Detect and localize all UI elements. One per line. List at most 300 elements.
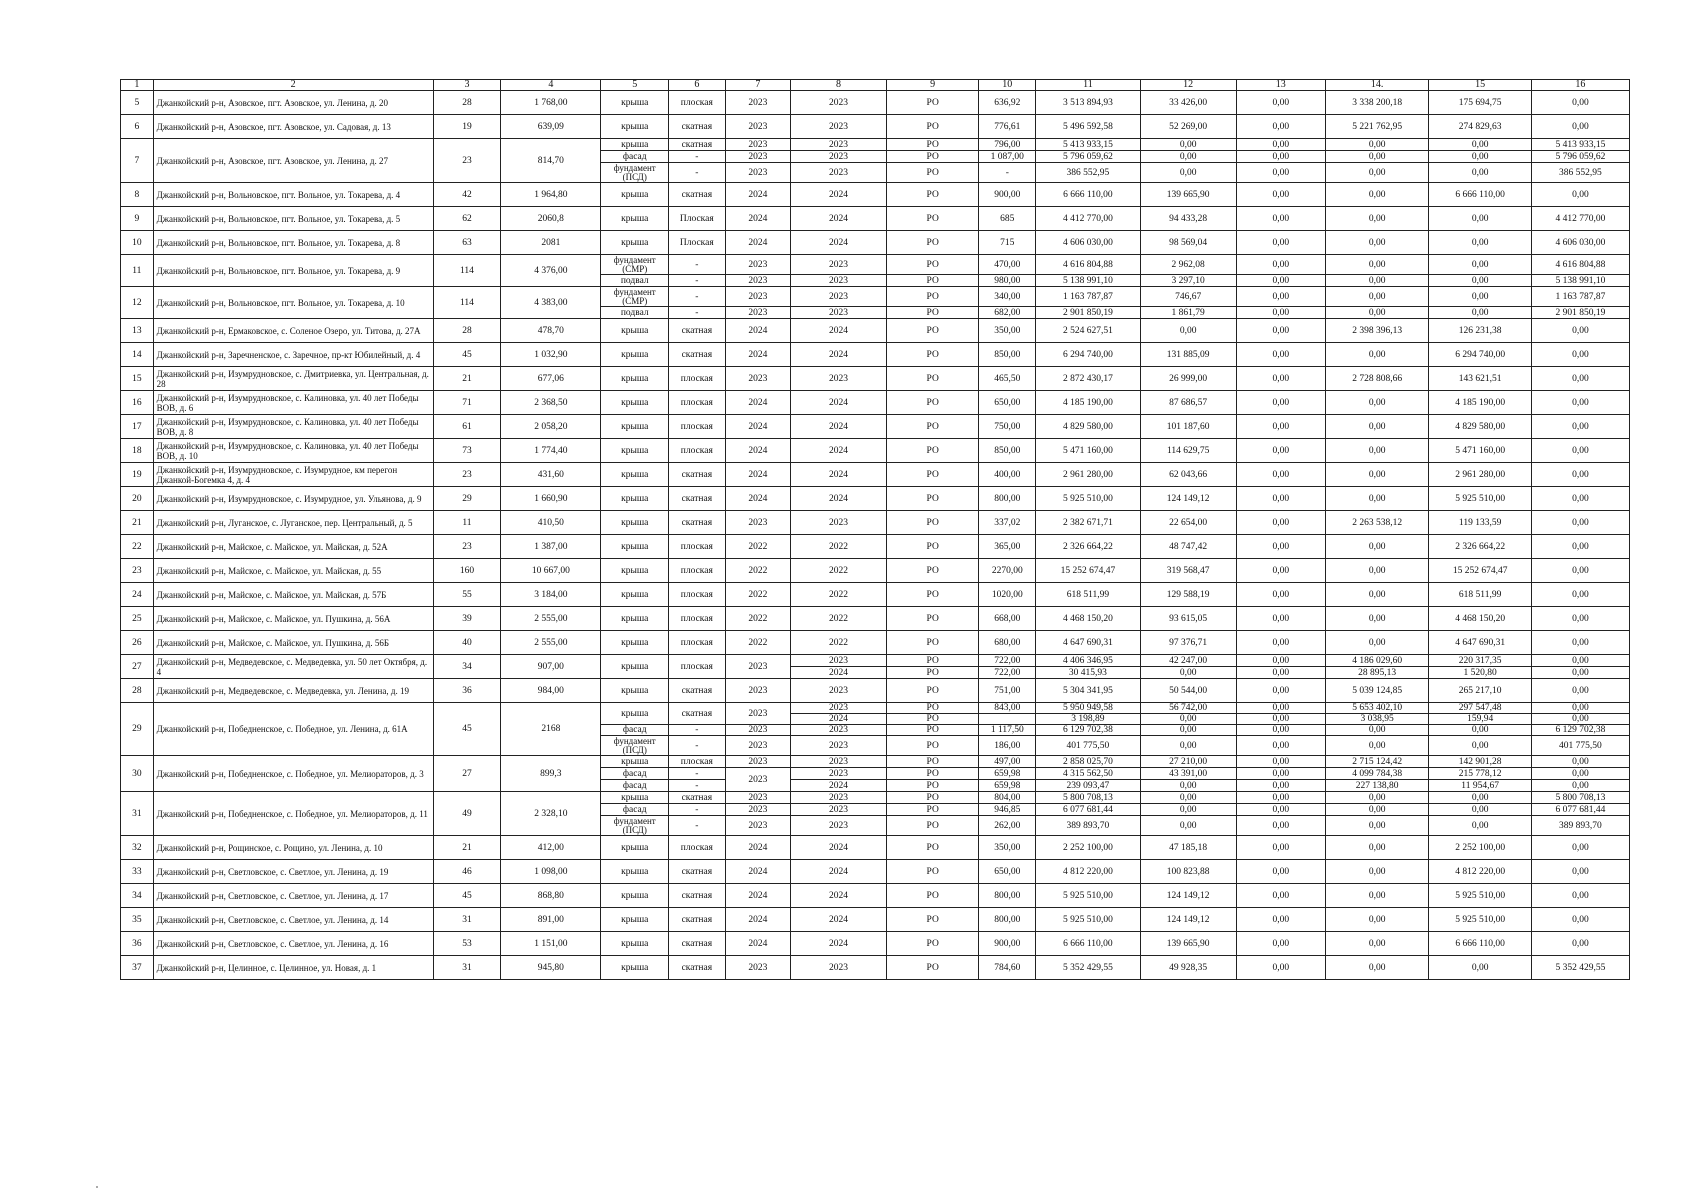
apartments-count: 46 [433,860,501,884]
fund-owners: 0,00 [1531,932,1629,956]
fund-local: 2 326 664,22 [1429,535,1531,559]
year-end: 2022 [791,583,887,607]
fund-republic: 3 338 200,18 [1325,91,1429,115]
volume: 668,00 [979,607,1036,631]
fund-republic: 5 221 762,95 [1325,115,1429,139]
year-end: 2024 [791,860,887,884]
year-end: 2023 [791,275,887,287]
roof-type: плоская [669,391,726,415]
fund-republic: 4 186 029,60 [1325,655,1429,667]
source: РО [886,511,979,535]
work-type: крыша [601,607,669,631]
work-type: крыша [601,463,669,487]
cost-psd: 0,00 [1140,780,1236,792]
fund-federal: 0,00 [1236,736,1325,756]
fund-local: 175 694,75 [1429,91,1531,115]
cost-psd: 98 569,04 [1140,231,1236,255]
table-row [121,287,1630,307]
year-end: 2023 [791,255,887,275]
cost-psd: 43 391,00 [1140,768,1236,780]
cost-total: 2 326 664,22 [1036,535,1141,559]
year-end: 2024 [791,231,887,255]
address: Джанкойский р-н, Вольновское, пгт. Вольное, ул. Токарева, д. 5 [153,207,433,231]
table-row [121,415,1630,439]
year-start: 2024 [725,391,790,415]
fund-republic: 0,00 [1325,487,1429,511]
roof-type: скатная [669,511,726,535]
work-type: крыша [601,655,669,679]
address: Джанкойский р-н, Изумрудновское, с. Изумрудное, ул. Ульянова, д. 9 [153,487,433,511]
roof-type: скатная [669,183,726,207]
volume: 1 117,50 [979,725,1036,736]
cost-psd: 0,00 [1140,792,1236,804]
cost-total: 4 468 150,20 [1036,607,1141,631]
column-number: 8 [791,80,887,91]
fund-republic: 0,00 [1325,884,1429,908]
cost-total: 4 406 346,95 [1036,655,1141,667]
fund-federal: 0,00 [1236,391,1325,415]
year-end: 2024 [791,183,887,207]
fund-republic: 3 038,95 [1325,714,1429,725]
year-start: 2023 [725,115,790,139]
row-number: 30 [121,756,154,792]
work-type: крыша [601,559,669,583]
cost-psd: 62 043,66 [1140,463,1236,487]
cost-total: 2 252 100,00 [1036,836,1141,860]
work-type: фасад [601,780,669,792]
column-number: 3 [433,80,501,91]
year-end: 2022 [791,559,887,583]
year-start: 2024 [725,439,790,463]
year-start: 2024 [725,908,790,932]
year-start: 2023 [725,511,790,535]
address: Джанкойский р-н, Изумрудновское, с. Калиновка, ул. 40 лет Победы ВОВ, д. 10 [153,439,433,463]
fund-local: 0,00 [1429,725,1531,736]
row-number: 37 [121,956,154,980]
fund-local: 119 133,59 [1429,511,1531,535]
fund-republic: 0,00 [1325,207,1429,231]
roof-type: - [669,163,726,183]
table-row [121,836,1630,860]
cost-psd: 0,00 [1140,163,1236,183]
row-number: 32 [121,836,154,860]
fund-local: 1 520,80 [1429,667,1531,679]
work-type: крыша [601,956,669,980]
fund-local: 11 954,67 [1429,780,1531,792]
fund-republic: 5 653 402,10 [1325,703,1429,714]
cost-psd: 48 747,42 [1140,535,1236,559]
cost-total: 5 138 991,10 [1036,275,1141,287]
column-number: 14. [1325,80,1429,91]
table-row [121,115,1630,139]
source: РО [886,559,979,583]
table-row [121,511,1630,535]
roof-type: - [669,287,726,307]
fund-republic: 5 039 124,85 [1325,679,1429,703]
fund-republic: 2 715 124,42 [1325,756,1429,768]
fund-federal: 0,00 [1236,756,1325,768]
roof-type: - [669,307,726,319]
roof-type: скатная [669,679,726,703]
year-end: 2023 [791,756,887,768]
apartments-count: 31 [433,956,501,980]
work-type: крыша [601,908,669,932]
total-area: 868,80 [501,884,601,908]
roof-type: плоская [669,607,726,631]
roof-type: скатная [669,343,726,367]
year-start: 2023 [725,307,790,319]
roof-type: плоская [669,836,726,860]
fund-local: 0,00 [1429,307,1531,319]
cost-psd: 26 999,00 [1140,367,1236,391]
year-start: 2023 [725,804,790,816]
table-row [121,559,1630,583]
source: РО [886,163,979,183]
cost-psd: 52 269,00 [1140,115,1236,139]
fund-local: 0,00 [1429,151,1531,163]
fund-owners: 5 413 933,15 [1531,139,1629,151]
roof-type: плоская [669,91,726,115]
apartments-count: 55 [433,583,501,607]
work-type: крыша [601,535,669,559]
fund-local: 4 647 690,31 [1429,631,1531,655]
cost-psd: 1 861,79 [1140,307,1236,319]
roof-type: - [669,255,726,275]
volume: 900,00 [979,183,1036,207]
address: Джанкойский р-н, Светловское, с. Светлое, ул. Ленина, д. 14 [153,908,433,932]
address: Джанкойский р-н, Медведевское, с. Медведевка, ул. 50 лет Октября, д. 4 [153,655,433,679]
roof-type: скатная [669,319,726,343]
table-row [121,884,1630,908]
work-type: крыша [601,756,669,768]
fund-local: 6 666 110,00 [1429,183,1531,207]
row-number: 16 [121,391,154,415]
cost-total: 5 413 933,15 [1036,139,1141,151]
fund-republic: 0,00 [1325,255,1429,275]
year-end: 2024 [791,343,887,367]
table-row [121,583,1630,607]
fund-owners: 0,00 [1531,836,1629,860]
cost-psd: 746,67 [1140,287,1236,307]
fund-republic: 0,00 [1325,816,1429,836]
fund-federal: 0,00 [1236,860,1325,884]
fund-local: 15 252 674,47 [1429,559,1531,583]
row-number: 11 [121,255,154,287]
total-area: 410,50 [501,511,601,535]
table-row [121,631,1630,655]
cost-total: 401 775,50 [1036,736,1141,756]
fund-local: 126 231,38 [1429,319,1531,343]
capital-repair-table [120,79,1630,980]
roof-type: плоская [669,655,726,679]
fund-federal: 0,00 [1236,559,1325,583]
year-end: 2024 [791,463,887,487]
volume [979,714,1036,725]
cost-total: 5 925 510,00 [1036,908,1141,932]
cost-total: 5 496 592,58 [1036,115,1141,139]
cost-psd: 139 665,90 [1140,932,1236,956]
work-type: фундамент (ПСД) [601,736,669,756]
fund-republic: 0,00 [1325,231,1429,255]
year-start: 2023 [725,679,790,703]
year-end: 2024 [791,714,887,725]
work-type: крыша [601,231,669,255]
volume: 804,00 [979,792,1036,804]
cost-psd: 93 615,05 [1140,607,1236,631]
source: РО [886,207,979,231]
work-type: фундамент (СМР) [601,287,669,307]
year-start: 2023 [725,151,790,163]
address: Джанкойский р-н, Победненское, с. Победное, ул. Мелиораторов, д. 3 [153,756,433,792]
fund-owners: 0,00 [1531,655,1629,667]
apartments-count: 114 [433,287,501,319]
fund-local: 297 547,48 [1429,703,1531,714]
total-area: 984,00 [501,679,601,703]
fund-local: 4 812 220,00 [1429,860,1531,884]
table-row [121,183,1630,207]
work-type: крыша [601,836,669,860]
work-type: крыша [601,139,669,151]
year-end: 2023 [791,511,887,535]
row-number: 17 [121,415,154,439]
row-number: 7 [121,139,154,183]
fund-republic: 0,00 [1325,792,1429,804]
year-end: 2023 [791,307,887,319]
volume: 400,00 [979,463,1036,487]
source: РО [886,91,979,115]
fund-owners: 0,00 [1531,679,1629,703]
row-number: 15 [121,367,154,391]
cost-psd: 42 247,00 [1140,655,1236,667]
volume: 2270,00 [979,559,1036,583]
source: РО [886,655,979,667]
source: РО [886,463,979,487]
fund-republic: 0,00 [1325,908,1429,932]
cost-total: 389 893,70 [1036,816,1141,836]
volume: 659,98 [979,768,1036,780]
address: Джанкойский р-н, Вольновское, пгт. Вольное, ул. Токарева, д. 4 [153,183,433,207]
source: РО [886,768,979,780]
apartments-count: 23 [433,535,501,559]
fund-federal: 0,00 [1236,932,1325,956]
volume: 751,00 [979,679,1036,703]
source: РО [886,780,979,792]
fund-owners: 0,00 [1531,884,1629,908]
address: Джанкойский р-н, Майское, с. Майское, ул. Пушкина, д. 56Б [153,631,433,655]
year-start: 2023 [725,956,790,980]
cost-total: 4 315 562,50 [1036,768,1141,780]
row-number: 18 [121,439,154,463]
fund-republic: 28 895,13 [1325,667,1429,679]
row-number: 10 [121,231,154,255]
cost-total: 239 093,47 [1036,780,1141,792]
fund-local: 143 621,51 [1429,367,1531,391]
fund-local: 2 252 100,00 [1429,836,1531,860]
source: РО [886,307,979,319]
cost-psd: 319 568,47 [1140,559,1236,583]
table-row [121,367,1630,391]
fund-republic: 0,00 [1325,183,1429,207]
total-area: 431,60 [501,463,601,487]
address: Джанкойский р-н, Заречненское, с. Заречное, пр-кт Юбилейный, д. 4 [153,343,433,367]
volume: 186,00 [979,736,1036,756]
apartments-count: 23 [433,463,501,487]
fund-local: 0,00 [1429,736,1531,756]
row-number: 26 [121,631,154,655]
fund-owners: 0,00 [1531,631,1629,655]
work-type: крыша [601,679,669,703]
roof-type: Плоская [669,231,726,255]
cost-psd: 2 962,08 [1140,255,1236,275]
row-number: 24 [121,583,154,607]
total-area: 4 376,00 [501,255,601,287]
total-area: 907,00 [501,655,601,679]
table-row [121,255,1630,275]
source: РО [886,816,979,836]
row-number: 8 [121,183,154,207]
column-number: 1 [121,80,154,91]
volume: 650,00 [979,391,1036,415]
volume: 784,60 [979,956,1036,980]
fund-owners: 6 077 681,44 [1531,804,1629,816]
table-row [121,956,1630,980]
total-area: 814,70 [501,139,601,183]
fund-owners: 0,00 [1531,183,1629,207]
cost-total: 1 163 787,87 [1036,287,1141,307]
year-start: 2022 [725,631,790,655]
fund-republic: 0,00 [1325,836,1429,860]
total-area: 1 032,90 [501,343,601,367]
roof-type: - [669,151,726,163]
source: РО [886,631,979,655]
cost-psd: 0,00 [1140,736,1236,756]
source: РО [886,287,979,307]
column-number-row [121,80,1630,91]
cost-total: 6 077 681,44 [1036,804,1141,816]
work-type: крыша [601,860,669,884]
cost-total: 6 129 702,38 [1036,725,1141,736]
source: РО [886,725,979,736]
row-number: 9 [121,207,154,231]
fund-owners: 0,00 [1531,860,1629,884]
fund-local: 5 925 510,00 [1429,487,1531,511]
cost-psd: 124 149,12 [1140,884,1236,908]
work-type: крыша [601,367,669,391]
cost-psd: 94 433,28 [1140,207,1236,231]
fund-local: 0,00 [1429,231,1531,255]
fund-local: 618 511,99 [1429,583,1531,607]
apartments-count: 11 [433,511,501,535]
fund-federal: 0,00 [1236,139,1325,151]
row-number: 35 [121,908,154,932]
source: РО [886,736,979,756]
cost-psd: 101 187,60 [1140,415,1236,439]
fund-federal: 0,00 [1236,908,1325,932]
fund-owners: 0,00 [1531,319,1629,343]
volume: - [979,163,1036,183]
apartments-count: 42 [433,183,501,207]
fund-federal: 0,00 [1236,463,1325,487]
column-number: 7 [725,80,790,91]
cost-psd: 49 928,35 [1140,956,1236,980]
fund-federal: 0,00 [1236,792,1325,804]
source: РО [886,151,979,163]
address: Джанкойский р-н, Победненское, с. Победное, ул. Ленина, д. 61А [153,703,433,756]
cost-psd: 0,00 [1140,714,1236,725]
fund-federal: 0,00 [1236,583,1325,607]
total-area: 2 368,50 [501,391,601,415]
fund-federal: 0,00 [1236,836,1325,860]
source: РО [886,607,979,631]
cost-total: 5 925 510,00 [1036,884,1141,908]
cost-psd: 0,00 [1140,151,1236,163]
address: Джанкойский р-н, Изумрудновское, с. Калиновка, ул. 40 лет Победы ВОВ, д. 8 [153,415,433,439]
apartments-count: 31 [433,908,501,932]
volume: 685 [979,207,1036,231]
year-start: 2023 [725,768,790,792]
cost-total: 6 294 740,00 [1036,343,1141,367]
table-row [121,703,1630,714]
fund-local: 2 961 280,00 [1429,463,1531,487]
apartments-count: 53 [433,932,501,956]
fund-republic: 0,00 [1325,535,1429,559]
roof-type: скатная [669,884,726,908]
roof-type: - [669,725,726,736]
year-start: 2022 [725,559,790,583]
year-end: 2023 [791,816,887,836]
fund-republic: 0,00 [1325,725,1429,736]
row-number: 5 [121,91,154,115]
volume: 337,02 [979,511,1036,535]
row-number: 21 [121,511,154,535]
roof-type: Плоская [669,207,726,231]
cost-psd: 0,00 [1140,816,1236,836]
cost-total: 5 796 059,62 [1036,151,1141,163]
work-type: крыша [601,439,669,463]
cost-total: 386 552,95 [1036,163,1141,183]
total-area: 639,09 [501,115,601,139]
fund-federal: 0,00 [1236,679,1325,703]
source: РО [886,956,979,980]
fund-federal: 0,00 [1236,487,1325,511]
source: РО [886,667,979,679]
fund-republic: 227 138,80 [1325,780,1429,792]
total-area: 1 098,00 [501,860,601,884]
year-end: 2023 [791,725,887,736]
address: Джанкойский р-н, Вольновское, пгт. Вольное, ул. Токарева, д. 8 [153,231,433,255]
address: Джанкойский р-н, Целинное, с. Целинное, ул. Новая, д. 1 [153,956,433,980]
fund-owners: 5 796 059,62 [1531,151,1629,163]
roof-type: скатная [669,115,726,139]
year-start: 2024 [725,487,790,511]
fund-local: 5 925 510,00 [1429,884,1531,908]
fund-local: 4 185 190,00 [1429,391,1531,415]
address: Джанкойский р-н, Изумрудновское, с. Дмитриевка, ул. Центральная, д. 28 [153,367,433,391]
fund-federal: 0,00 [1236,535,1325,559]
fund-local: 220 317,35 [1429,655,1531,667]
year-start: 2023 [725,287,790,307]
fund-federal: 0,00 [1236,884,1325,908]
work-type: крыша [601,703,669,725]
source: РО [886,415,979,439]
work-type: крыша [601,583,669,607]
fund-local: 265 217,10 [1429,679,1531,703]
fund-federal: 0,00 [1236,255,1325,275]
volume: 900,00 [979,932,1036,956]
cost-psd: 0,00 [1140,139,1236,151]
fund-local: 6 294 740,00 [1429,343,1531,367]
source: РО [886,115,979,139]
